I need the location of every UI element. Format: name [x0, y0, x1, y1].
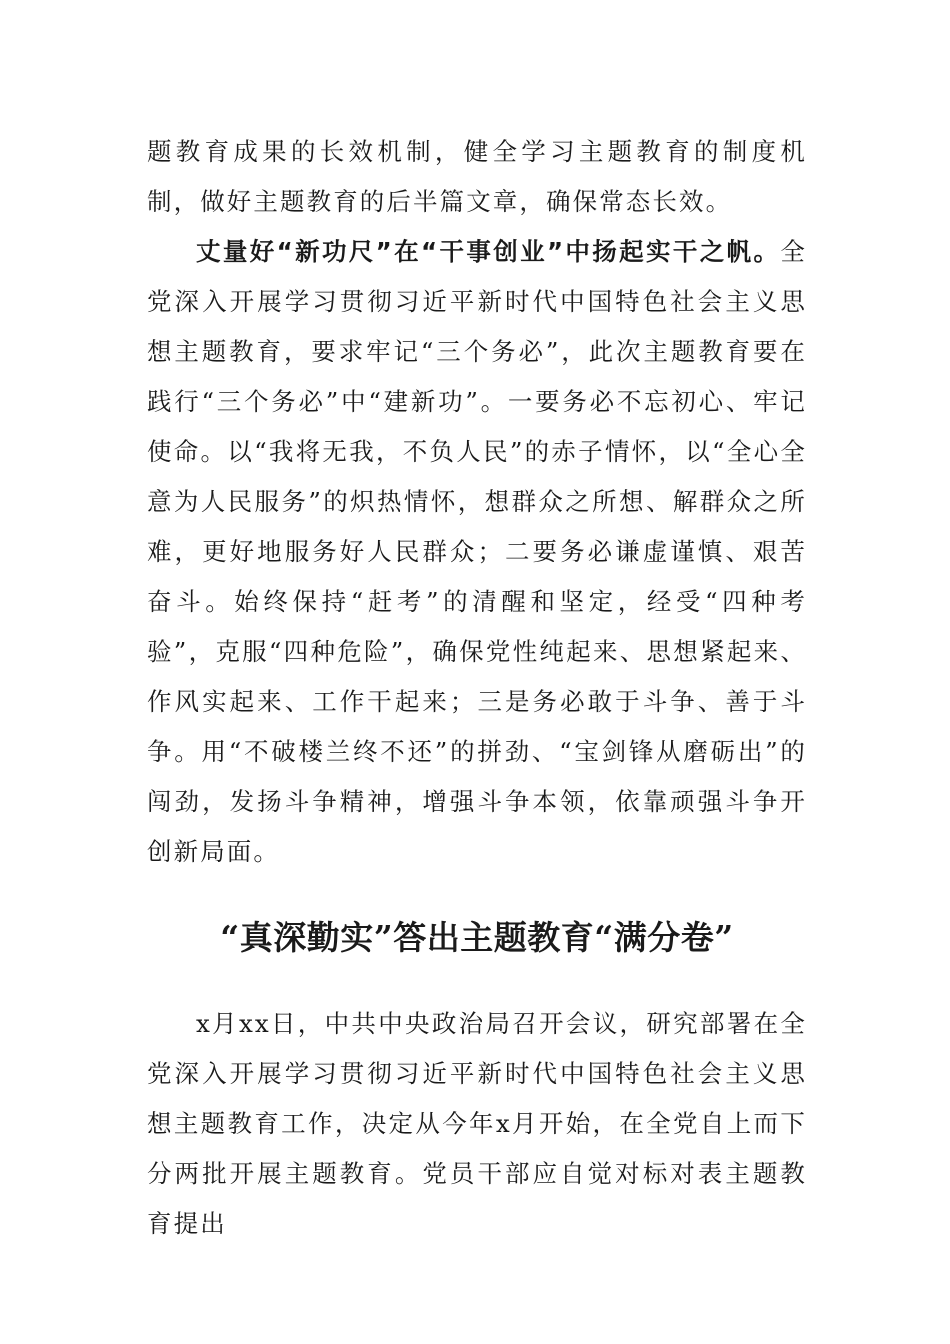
paragraph-continuation: 题教育成果的长效机制，健全学习主题教育的制度机制，做好主题教育的后半篇文章，确保常态长效。 [147, 137, 807, 216]
paragraph-body: 全党深入开展学习贯彻习近平新时代中国特色社会主义思想主题教育，要求牢记“三个务必”，此次主题教育要在践行“三个务必”中“建新功”。一要务必不忘初心、牢记使命。以“我将无我，不负人民”的赤子情怀，以“全心全意为人民服务”的炽热情怀，想群众之所想、解群众之所难，更好地服务好人民群众；二要务必谦虚谨慎、艰苦奋斗。始终保持“赶考”的清醒和坚定，经受“四种考验”，克服“四种危险”，确保党性纯起来、思想紧起来、作风实起来、工作干起来；三是务必敢于斗争、善于斗争。用“不破楼兰终不还”的拼劲、“宝剑锋从磨砺出”的闯劲，发扬斗争精神，增强斗争本领，依靠顽强斗争开创新局面。 [147, 237, 807, 866]
paragraph-meeting: x月xx日，中共中央政治局召开会议，研究部署在全党深入开展学习贯彻习近平新时代中国特色社会主义思想主题教育工作，决定从今年x月开始，在全党自上而下分两批开展主题教育。党员干部应自觉对标对表主题教育提出 [147, 1009, 807, 1238]
paragraph-lead-sentence: 丈量好“新功尺”在“干事创业”中扬起实干之帆。 [196, 237, 781, 266]
paragraph-new-merit [147, 227, 807, 877]
section-heading: “真深勤实”答出主题教育“满分卷” [220, 918, 734, 957]
document-page [147, 127, 807, 1249]
